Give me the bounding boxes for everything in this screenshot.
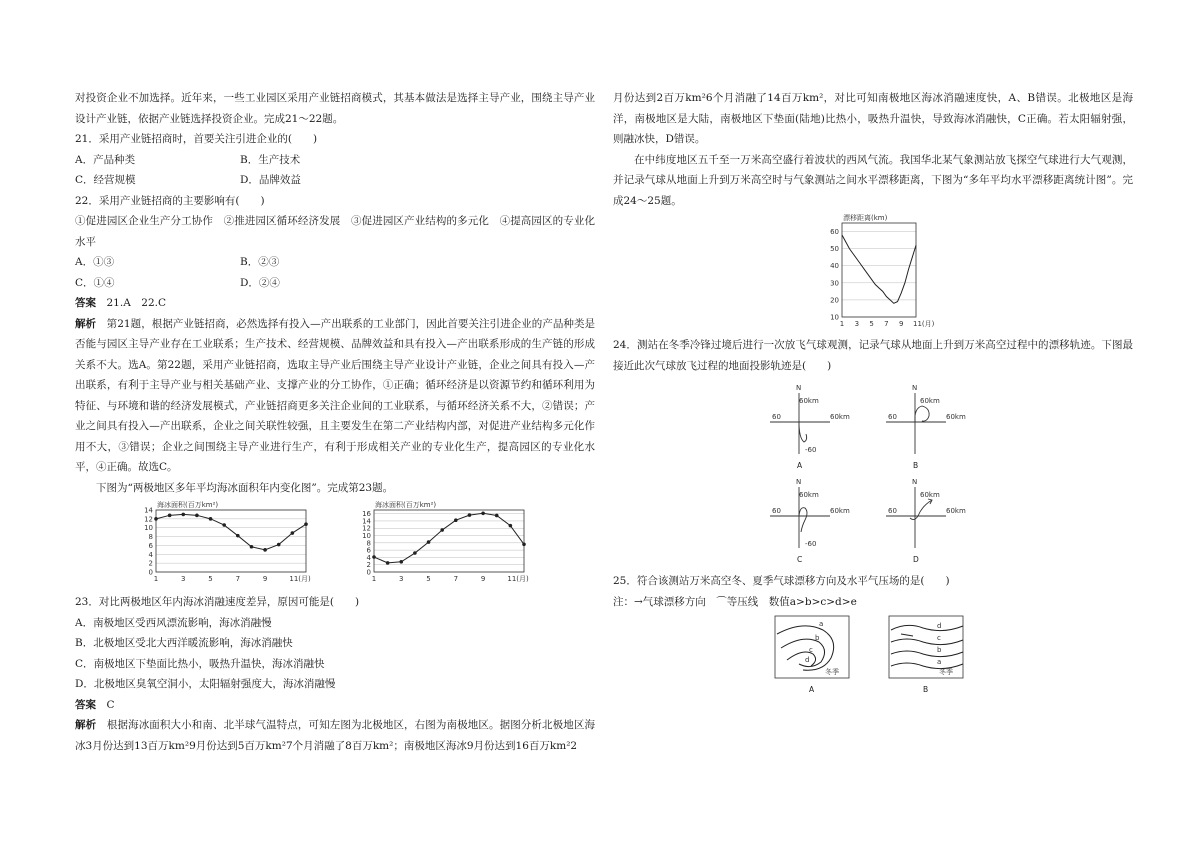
q21-stem: 21．采用产业链招商时，首要关注引进企业的( ) (75, 133, 318, 145)
trajectory-option-d[interactable] (884, 476, 984, 564)
x-tick-label: 9 (262, 575, 268, 583)
data-point (154, 517, 158, 521)
answer-23 (75, 695, 595, 716)
q23-option-d[interactable]: D．北极地区臭氧空洞小，太阳辐射强度大，海冰消融慢 (75, 678, 336, 690)
q21-option-a[interactable]: A．产品种类 (75, 153, 136, 166)
km-label-n: 60km (799, 397, 819, 405)
x-tick-label: 5 (426, 575, 431, 583)
data-point (168, 514, 172, 518)
data-point (440, 528, 444, 532)
data-point (386, 561, 390, 565)
north-label: N (796, 478, 802, 486)
q23-stem: 23．对比两极地区年内海冰消融速度差异，原因可能是( ) (75, 596, 360, 608)
data-point (399, 560, 403, 564)
arrow-icon (901, 634, 913, 636)
option-label: A (809, 685, 815, 694)
km-label-e: 60km (946, 413, 966, 421)
answer-value: 21.A 22.C (96, 297, 167, 309)
explanation-text: 第21题，根据产业链招商，必然选择有投入—产出联系的工业部门，因此首要关注引进企业的产品种类是否能与园区主导产业存在工业联系；生产技术、经营规模、品牌效益和具有投入—产出联系形成的生产链的形成关系不大。选A。第22题，采用产业链招商，选取主导产业后围绕主导产业设计产业链，企业之间具有投入—产出联系，有利于主导产业与相关基础产业、支撑产业的分工协作，①正确；循环经济是以资源节约和循环利用为特征、与环境和谐的经济发展模式，产业链招商更多关注企业间的工业联系，与循环经济关系不大，②错误；产业之间具有投入—产出联系，企业之间关联性较强，且主要发生在第二产业结构内部，对促进产业结构多元化作用不大，③错误；企业之间围绕主导产业进行生产，有利于形成相关产业的专业化生产，提高园区的专业化水平，④正确。故选C。 (75, 317, 596, 473)
x-tick-label: 1 (371, 575, 377, 583)
q22-items: ①促进园区企业生产分工协作 ②推进园区循环经济发展 ③促进园区产业结构的多元化 ④提高园区的专业化水平 (75, 215, 595, 248)
option-label: B (913, 461, 919, 470)
drift-distance-chart (818, 213, 935, 331)
y-tick-label: 6 (366, 546, 371, 555)
west-60-label: 60 (772, 507, 781, 515)
data-point (372, 555, 376, 559)
q21-options-row2 (75, 170, 595, 191)
q21-option-d[interactable]: D．品牌效益 (240, 174, 301, 186)
isobar-label: a (819, 620, 824, 628)
season-label: 冬季 (939, 668, 953, 676)
series-line (156, 514, 306, 549)
data-point (427, 540, 431, 544)
q24-stem: 24．测站在冬季冷锋过境后进行一次放飞气球观测，记录气球从地面上升到万米高空过程中的漂移轨迹。下图最接近此次气球放飞过程的地面投影轨迹是( ) (613, 339, 1133, 372)
x-tick-label: 9 (480, 575, 486, 583)
option-label: A (797, 461, 803, 470)
north-label: N (912, 384, 918, 392)
isobar-label: a (937, 658, 942, 666)
q22-options-row2 (75, 273, 595, 294)
q22-stem: 22．采用产业链招商的主要影响有( ) (75, 194, 265, 207)
plot-frame (842, 223, 916, 317)
right-column (613, 88, 1133, 696)
data-point (291, 531, 295, 535)
pressure-field-figures (613, 612, 1133, 696)
trajectory-path (915, 406, 929, 422)
y-tick-label: 0 (366, 568, 371, 577)
data-point (250, 545, 254, 549)
antarctic-sea-ice-chart (344, 500, 544, 588)
trajectory-path (799, 508, 807, 532)
y-axis-label: 海冰面积(百万km²) (157, 501, 219, 509)
explanation-text: 根据海冰面积大小和南、北半球气温特点，可知左图为北极地区，右图为南极地区。据图分析北极地区海冰3月份达到13百万km²9月份达到5百万km²7个月消融了8百万km²；南极地区海冰9月份达到16百万km²2 (75, 719, 596, 752)
pressure-option-b[interactable] (887, 614, 967, 696)
pressure-option-a[interactable] (773, 614, 853, 696)
x-tick-label: 11(月) (289, 575, 311, 583)
isobar-label: c (809, 646, 813, 654)
explanation-23 (75, 715, 595, 756)
fig23-intro: 下图为“两极地区多年平均海冰面积年内变化图”。完成第23题。 (96, 481, 394, 494)
q23-option-a[interactable]: A．南极地区受西风漂流影响，海冰消融慢 (75, 616, 272, 629)
isobar-label: d (937, 622, 942, 630)
explanation-label: 解析 (75, 719, 97, 731)
data-point (495, 514, 499, 518)
x-tick-label: 7 (235, 575, 241, 583)
y-tick-label: 20 (830, 296, 839, 305)
data-point (522, 542, 526, 546)
data-point (509, 524, 513, 528)
km-label-n: 60km (920, 397, 940, 405)
km-label-e: 60km (830, 507, 850, 515)
isobar (891, 651, 963, 657)
data-point (481, 511, 485, 515)
y-tick-label: 30 (830, 279, 839, 288)
season-label: 冬季 (825, 668, 839, 676)
y-tick-label: 0 (148, 568, 153, 577)
data-point (181, 513, 185, 517)
km-label-e: 60km (830, 413, 850, 421)
y-tick-label: 12 (362, 524, 371, 533)
x-tick-label: 3 (854, 320, 860, 328)
q22-options-row1 (75, 252, 595, 273)
isobar-label: b (937, 646, 942, 654)
balloon-intro: 在中纬度地区五千至一万米高空盛行着波状的西风气流。我国华北某气象测站放飞探空气球进行大气观测，并记录气球从地面上升到万米高空时与气象测站之间水平漂移距离，下图为“多年平均水平漂移距离统计图”。完成24～25题。 (613, 153, 1133, 207)
explanation-continued: 月份达到2百万km²6个月消融了14百万km²，对比可知南极地区海冰消融速度快，A、B错误。北极地区是海洋，南极地区是大陆，南极地区下垫面(陆地)比热小，吸热升温快，导致海冰消融快，C正确。若太阳辐射强，则融冰快，D错误。 (613, 92, 1133, 145)
y-tick-label: 40 (830, 262, 839, 271)
y-tick-label: 10 (144, 524, 153, 533)
data-point (468, 513, 472, 517)
option-label: B (923, 685, 929, 694)
west-60-label: 60 (888, 507, 897, 515)
trajectory-option-c[interactable] (768, 476, 868, 564)
km-label-e: 60km (946, 507, 966, 515)
q23-option-b[interactable]: B．北极地区受北大西洋暖流影响，海冰消融快 (75, 637, 293, 649)
data-point (222, 523, 226, 527)
x-tick-label: 1 (839, 320, 845, 328)
q22-option-d[interactable]: D．②④ (240, 276, 280, 289)
y-tick-label: 12 (144, 515, 153, 524)
y-tick-label: 10 (362, 532, 371, 541)
arctic-sea-ice-chart (126, 500, 326, 588)
y-tick-label: 8 (366, 539, 371, 548)
south-60-label: -60 (805, 540, 817, 548)
x-tick-label: 3 (399, 575, 404, 583)
north-label: N (912, 478, 918, 486)
y-tick-label: 4 (148, 550, 153, 559)
data-point (304, 522, 308, 526)
sea-ice-figures (75, 500, 595, 588)
x-tick-label: 11(月) (913, 320, 935, 328)
drift-figure (613, 213, 1133, 331)
y-tick-label: 60 (830, 228, 839, 237)
answer-label: 答案 (75, 698, 96, 711)
answer-21-22 (75, 293, 595, 314)
trajectory-path (799, 422, 807, 442)
data-point (209, 517, 213, 521)
x-tick-label: 9 (898, 320, 904, 328)
intro-text: 对投资企业不加选择。近年来，一些工业园区采用产业链招商模式，其基本做法是选择主导产业，围绕主导产业设计产业链，依据产业链选择投资企业。完成21～22题。 (75, 92, 595, 125)
x-tick-label: 7 (884, 320, 889, 328)
y-axis-label: 漂移距离(km) (843, 214, 888, 222)
q21-option-c[interactable]: C．经营规模 (75, 174, 136, 186)
explanation-label: 解析 (75, 317, 97, 330)
y-tick-label: 50 (830, 245, 839, 254)
q21-options-row1 (75, 150, 595, 171)
left-column (75, 88, 595, 756)
q25-stem: 25．符合该测站万米高空冬、夏季气球漂移方向及水平气压场的是( ) (613, 575, 950, 587)
y-tick-label: 8 (148, 533, 153, 542)
option-label: D (913, 555, 919, 564)
q21-option-b[interactable]: B．生产技术 (240, 153, 301, 166)
answer-label: 答案 (75, 297, 96, 309)
y-tick-label: 4 (366, 553, 371, 562)
west-60-label: 60 (772, 413, 781, 421)
x-tick-label: 5 (869, 320, 874, 328)
y-tick-label: 10 (830, 313, 839, 322)
trajectory-path (910, 500, 932, 520)
isobar (891, 625, 963, 630)
isobar-label: c (937, 634, 941, 642)
x-tick-label: 1 (153, 575, 159, 583)
trajectory-option-b[interactable] (884, 382, 984, 470)
isobar (891, 639, 963, 645)
y-axis-label: 海冰面积(百万km²) (375, 501, 437, 509)
x-tick-label: 5 (208, 575, 213, 583)
data-point (236, 534, 240, 538)
y-tick-label: 14 (144, 506, 153, 515)
q23-option-c[interactable]: C．南极地区下垫面比热小，吸热升温快，海冰消融快 (75, 657, 325, 670)
data-point (263, 548, 267, 552)
west-60-label: 60 (888, 413, 897, 421)
data-point (454, 518, 458, 522)
option-label: C (797, 555, 803, 564)
km-label-n: 60km (799, 491, 819, 499)
y-tick-label: 2 (148, 559, 153, 568)
isobar (787, 652, 816, 666)
data-point (277, 543, 281, 547)
km-label-n: 60km (920, 491, 940, 499)
trajectory-option-a[interactable] (768, 382, 868, 470)
x-tick-label: 3 (181, 575, 186, 583)
data-point (195, 514, 199, 518)
q22-option-c[interactable]: C．①④ (75, 276, 115, 289)
answer-value: C (96, 698, 115, 711)
explanation-21-22 (75, 314, 595, 478)
trajectory-options (613, 376, 1133, 571)
isobar-label: d (805, 656, 810, 664)
q25-note: 注：→气球漂移方向 ⌒等压线 数值a>b>c>d>e (613, 595, 857, 608)
x-tick-label: 7 (453, 575, 459, 583)
isobar (781, 639, 825, 666)
isobar-label: b (815, 634, 820, 642)
y-tick-label: 6 (148, 541, 153, 550)
series-line (842, 235, 916, 303)
y-tick-label: 16 (362, 510, 371, 519)
south-60-label: -60 (805, 446, 817, 454)
data-point (413, 551, 417, 555)
y-tick-label: 2 (366, 561, 371, 570)
q22-option-a[interactable]: A．①③ (75, 256, 115, 268)
q22-option-b[interactable]: B．②③ (240, 256, 280, 268)
north-label: N (796, 384, 802, 392)
y-tick-label: 14 (362, 517, 371, 526)
x-tick-label: 11(月) (507, 575, 529, 583)
